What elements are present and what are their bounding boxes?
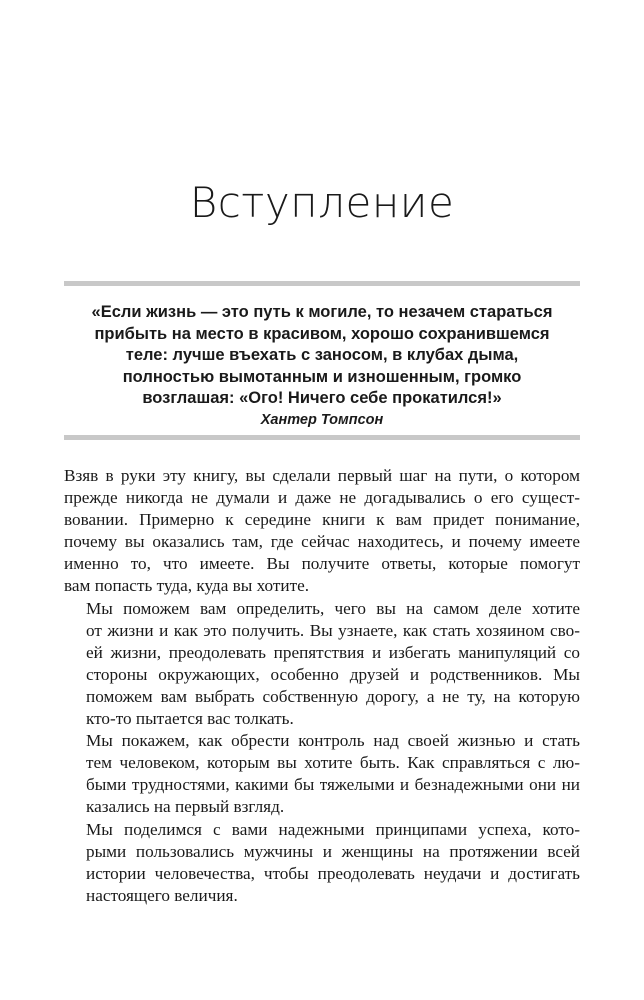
text-line: Мы покажем, как обрести контроль над своей жизнью и стать [86, 731, 580, 751]
text-line: быми трудностями, какими бы тяжелыми и безнадежными они ни [86, 775, 580, 795]
epigraph-line: прибыть на место в красивом, хорошо сохранившемся [94, 324, 550, 343]
epigraph-line: возглашая: «Ого! Ничего себе прокатился!» [142, 389, 502, 407]
epigraph-line: теле: лучше въехать с заносом, в клубах дыма, [125, 346, 519, 364]
text-line: казались на первый взгляд. [86, 797, 285, 817]
text-line: ей жизни, преодолевать препятствия и избегать манипуляций со [86, 642, 580, 662]
text-line: тем человеком, которым вы хотите быть. Как справляться с лю- [86, 753, 580, 773]
text-line: Мы поделимся с вами надежными принципами успеха, кото- [86, 819, 580, 839]
text-line: прежде никогда не думали и даже не догадывались о его сущест- [64, 488, 580, 508]
paragraph [64, 730, 580, 818]
chapter-title: Вступление [189, 178, 455, 227]
text-line: кто-то пытается вас толкать. [86, 709, 294, 729]
epigraph-line: «Если жизнь — это путь к могиле, то незачем стараться [91, 303, 553, 321]
paragraph [64, 465, 580, 598]
text-line: истории человечества, чтобы преодолевать неудачи и достигать [86, 863, 580, 883]
epigraph-top-divider [64, 281, 580, 286]
text-line: Мы поможем вам определить, чего вы на самом деле хотите [86, 598, 580, 618]
epigraph-line: полностью вымотанным и изношенным, громко [122, 367, 522, 386]
text-line: почему вы оказались там, где сейчас находитесь, и почему имеете [64, 532, 580, 552]
text-line: настоящего величия. [86, 885, 238, 905]
text-line: от жизни и как это получить. Вы узнаете, как стать хозяином сво- [86, 620, 580, 640]
text-line: вовании. Примерно к середине книги к вам придет понимание, [64, 510, 580, 530]
text-line: поможем вам выбрать собственную дорогу, а не ту, на которую [86, 686, 580, 706]
epigraph-bottom-divider [64, 435, 580, 440]
epigraph [64, 302, 580, 430]
text-line: рыми пользовались мужчины и женщины на протяжении всей [86, 841, 580, 861]
paragraph [64, 819, 580, 907]
text-line: Взяв в руки эту книгу, вы сделали первый шаг на пути, о котором [64, 466, 580, 485]
text-line: стороны окружающих, особенно друзей и родственников. Мы [86, 664, 580, 684]
body-text [64, 465, 580, 907]
text-line: вам попасть туда, куда вы хотите. [64, 576, 310, 596]
paragraph [64, 598, 580, 731]
text-line: именно то, что имеете. Вы получите ответы, которые помогут [64, 554, 580, 574]
epigraph-author: Хантер Томпсон [260, 411, 384, 428]
